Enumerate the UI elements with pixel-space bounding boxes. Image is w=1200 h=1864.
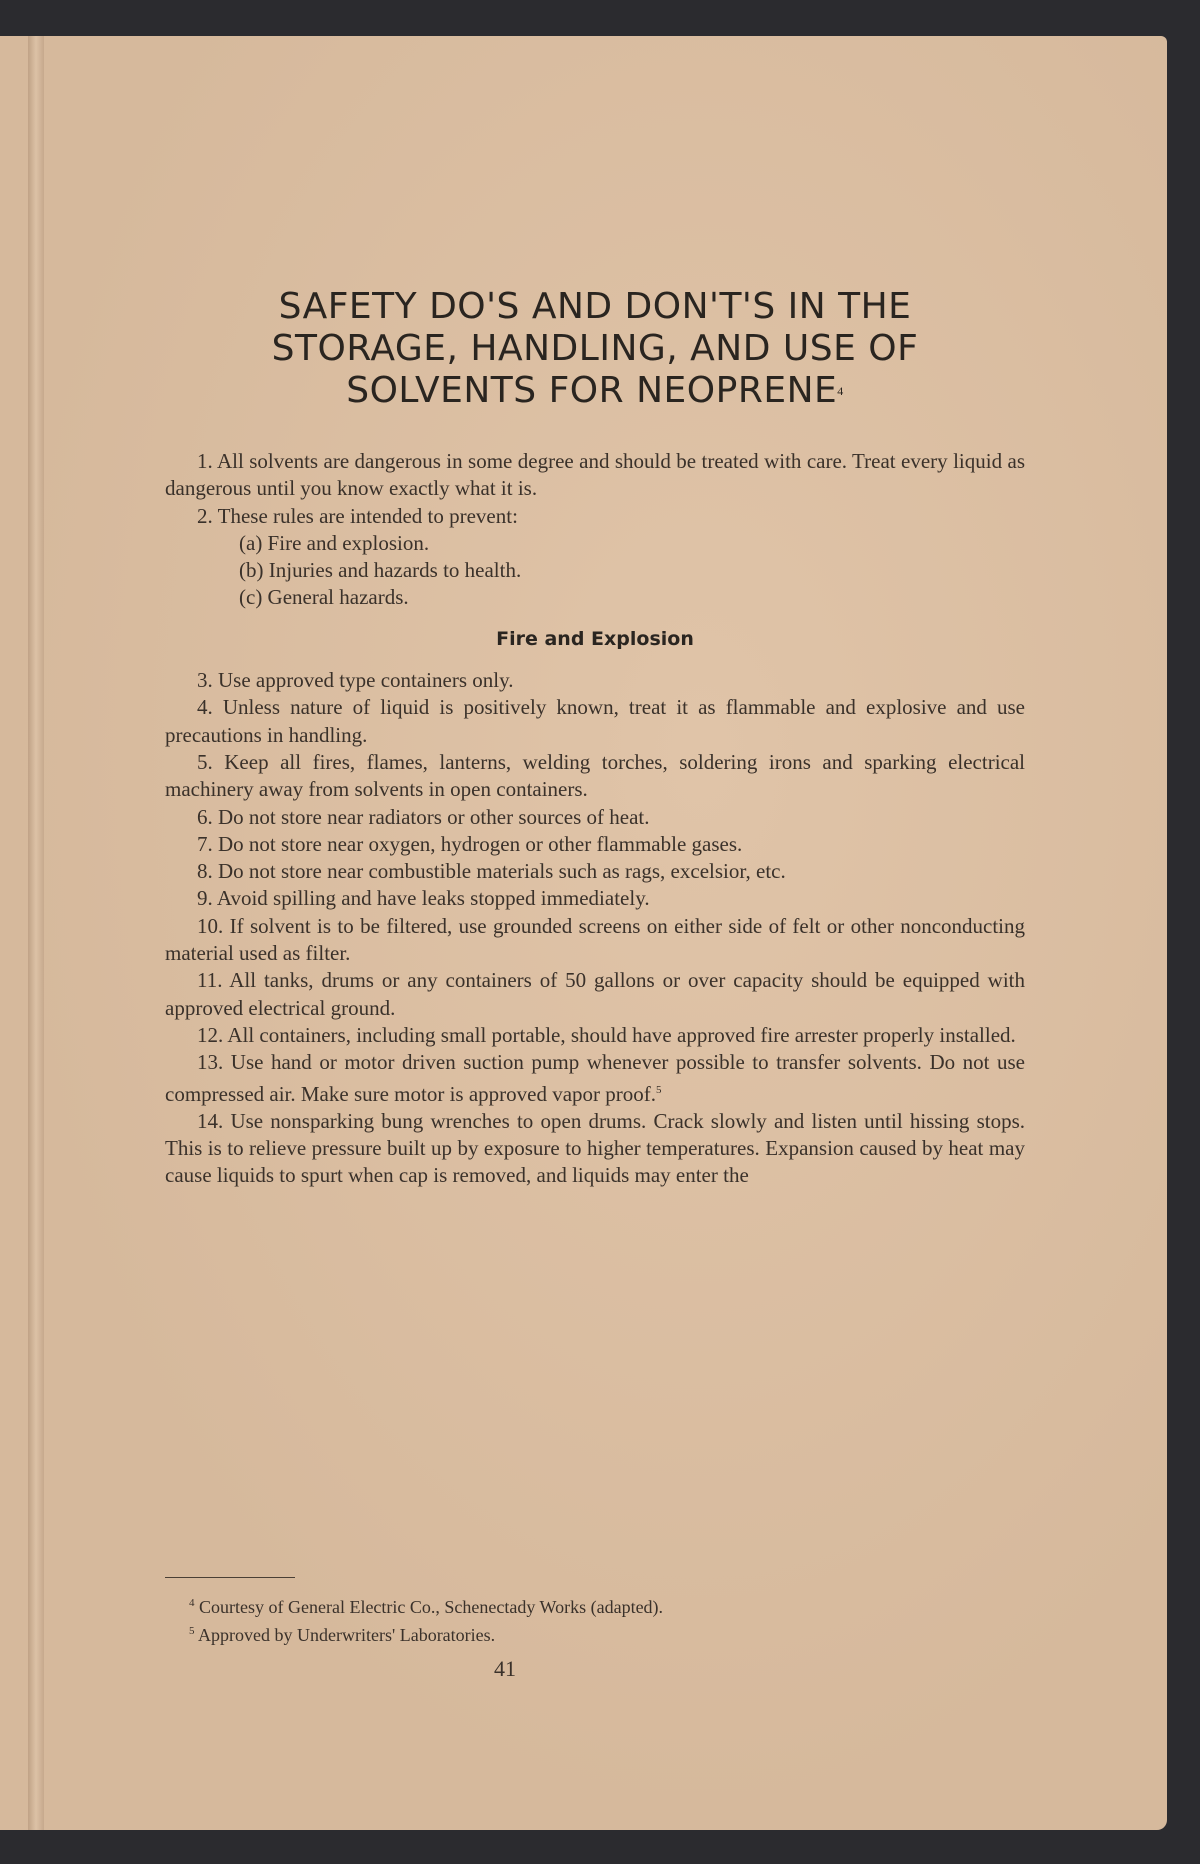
sub-item-a: (a) Fire and explosion. [239, 530, 430, 555]
rule-item-3: 3. Use approved type containers only. [197, 668, 514, 693]
page-title [165, 286, 1025, 412]
rule-item-9: 9. Avoid spilling and have leaks stopped immediately. [197, 886, 650, 911]
footnote-ref-5: 5 [656, 1083, 662, 1096]
title-line-3: SOLVENTS FOR NEOPRENE$^4$ [346, 370, 844, 411]
rule-item-14: 14. Use nonsparking bung wrenches to open drums. Crack slowly and listen until hissing stops. This is to relieve pressure built up by exposure to higher temperatures. Expansion caused by heat may cause liquids to spurt when cap is removed, and liquids may enter the [165, 1108, 1025, 1188]
page-number: 41 [494, 1656, 516, 1681]
sub-item-b: (b) Injuries and hazards to health. [239, 558, 522, 583]
rule-item-5: 5. Keep all fires, flames, lanterns, welding torches, soldering irons and sparking electrical machinery away from solvents in open containers. [165, 749, 1025, 802]
title-line-1: SAFETY DO'S AND DON'T'S IN THE [278, 286, 912, 327]
rule-item-6: 6. Do not store near radiators or other sources of heat. [197, 804, 650, 829]
rule-item-11: 11. All tanks, drums or any containers of 50 gallons or over capacity should be equipped with approved electrical ground. [165, 968, 1025, 1020]
rule-item-8: 8. Do not store near combustible materials such as rags, excelsior, etc. [197, 859, 786, 884]
footnote-ref-4: 4 [837, 384, 844, 398]
rule-item-10: 10. If solvent is to be filtered, use grounded screens on either side of felt or other nonconducting material used as filter. [165, 913, 1025, 966]
sub-item-c: (c) General hazards. [239, 585, 409, 610]
footnotes [189, 1591, 1009, 1647]
footnote-5: $^5$ Approved by Underwriters' Laboratories. [189, 1625, 496, 1645]
rule-item-7: 7. Do not store near oxygen, hydrogen or other flammable gases. [197, 831, 743, 856]
footnote-divider [165, 1577, 295, 1578]
rule-item-13: 13. Use hand or motor driven suction pump whenever possible to transfer solvents. Do not use compressed air. Make sure motor is approved vapor proof.$^5$ [165, 1050, 1025, 1106]
rule-item-1: 1. All solvents are dangerous in some degree and should be treated with care. Treat every liquid as dangerous until you know exactly what it is. [165, 449, 1025, 501]
footnote-4: $^4$ Courtesy of General Electric Co., Schenectady Works (adapted). [189, 1597, 664, 1617]
page-spine-fold [28, 36, 44, 1830]
rule-item-2: 2. These rules are intended to prevent: [197, 503, 518, 528]
section-heading-fire-explosion: Fire and Explosion [496, 627, 694, 650]
title-line-2: STORAGE, HANDLING, AND USE OF [271, 328, 919, 369]
rule-item-4: 4. Unless nature of liquid is positively known, treat it as flammable and explosive and use precautions in handling. [165, 695, 1025, 747]
rule-item-12: 12. All containers, including small portable, should have approved fire arrester properly installed. [197, 1022, 1016, 1047]
body-text [165, 448, 1025, 1190]
book-page [0, 36, 1167, 1830]
